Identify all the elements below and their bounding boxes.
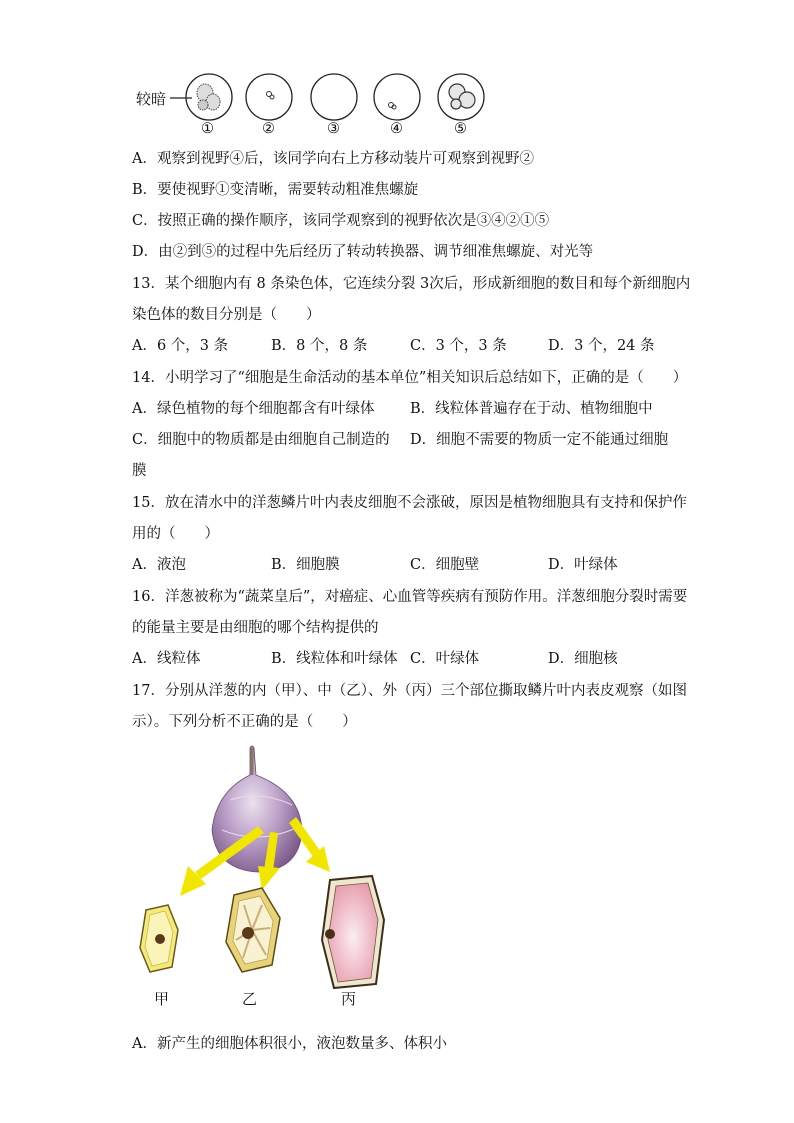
q12-option-b: B．要使视野①变清晰，需要转动粗准焦螺旋 bbox=[132, 182, 419, 198]
q15-option-b: B．细胞膜 bbox=[271, 557, 340, 573]
q17-option-a: A．新产生的细胞体积很小，液泡数量多、体积小 bbox=[132, 1036, 447, 1052]
q15-option-c: C．细胞壁 bbox=[410, 557, 480, 573]
q14-option-c: C．细胞中的物质都是由细胞自己制造的 bbox=[132, 432, 390, 448]
q17-stem-line2: 示）。下列分析不正确的是（ ） bbox=[132, 714, 357, 730]
circle-number-5: ⑤ bbox=[454, 121, 467, 137]
q16-option-b: B．线粒体和叶绿体 bbox=[271, 651, 398, 667]
q15-stem-line2: 用的（ ） bbox=[132, 526, 219, 542]
cell-yi bbox=[226, 888, 280, 972]
q14-option-d-continued: 膜 bbox=[132, 463, 147, 479]
q13-option-c: C．3 个，3 条 bbox=[410, 338, 507, 354]
cell-bing bbox=[322, 876, 384, 988]
q12-option-a: A．观察到视野④后，该同学向右上方移动装片可观察到视野② bbox=[132, 151, 534, 167]
cell-label-yi: 乙 bbox=[242, 990, 258, 1008]
q13-option-b: B．8 个，8 条 bbox=[271, 338, 368, 354]
circle-number-3: ③ bbox=[327, 121, 340, 137]
q12-option-c: C．按照正确的操作顺序，该同学观察到的视野依次是③④②①⑤ bbox=[132, 213, 550, 229]
q15-option-d: D．叶绿体 bbox=[548, 557, 618, 573]
q13-option-a: A．6 个，3 条 bbox=[132, 338, 229, 354]
q15-option-a: A．液泡 bbox=[132, 557, 186, 573]
q17-stem-line1: 17．分别从洋葱的内（甲）、中（乙）、外（丙）三个部位撕取鳞片叶内表皮观察（如图 bbox=[132, 683, 687, 699]
cell-label-bing: 丙 bbox=[341, 990, 357, 1008]
q16-option-a: A．线粒体 bbox=[132, 651, 201, 667]
q16-stem-line1: 16．洋葱被称为“蔬菜皇后”，对癌症、心血管等疾病有预防作用。洋葱细胞分裂时需要 bbox=[132, 589, 688, 605]
q16-option-c: C．叶绿体 bbox=[410, 651, 480, 667]
q13-stem-line2: 染色体的数目分别是（ ） bbox=[132, 307, 321, 323]
cell-label-jia: 甲 bbox=[154, 990, 170, 1008]
q14-option-d: D．细胞不需要的物质一定不能通过细胞 bbox=[410, 432, 669, 448]
q13-option-d: D．3 个，24 条 bbox=[548, 338, 655, 354]
q16-stem-line2: 的能量主要是由细胞的哪个结构提供的 bbox=[132, 620, 379, 636]
q13-stem-line1: 13．某个细胞内有 8 条染色体，它连续分裂 3次后，形成新细胞的数目和每个新细胞内 bbox=[132, 276, 691, 292]
circle-number-2: ② bbox=[262, 121, 275, 137]
dark-label: 较暗 bbox=[136, 90, 167, 108]
q12-option-d: D．由②到⑤的过程中先后经历了转动转换器、调节细准焦螺旋、对光等 bbox=[132, 244, 594, 260]
q15-stem-line1: 15．放在清水中的洋葱鳞片叶内表皮细胞不会涨破，原因是植物细胞具有支持和保护作 bbox=[132, 495, 687, 511]
cell-jia bbox=[140, 905, 178, 972]
circle-number-1: ① bbox=[201, 121, 214, 137]
q16-option-d: D．细胞核 bbox=[548, 651, 618, 667]
q14-stem: 14．小明学习了“细胞是生命活动的基本单位”相关知识后总结如下，正确的是（ ） bbox=[132, 370, 688, 386]
q14-option-b: B．线粒体普遍存在于动、植物细胞中 bbox=[410, 401, 653, 417]
circle-number-4: ④ bbox=[390, 121, 403, 137]
q14-option-a: A．绿色植物的每个细胞都含有叶绿体 bbox=[132, 401, 375, 417]
